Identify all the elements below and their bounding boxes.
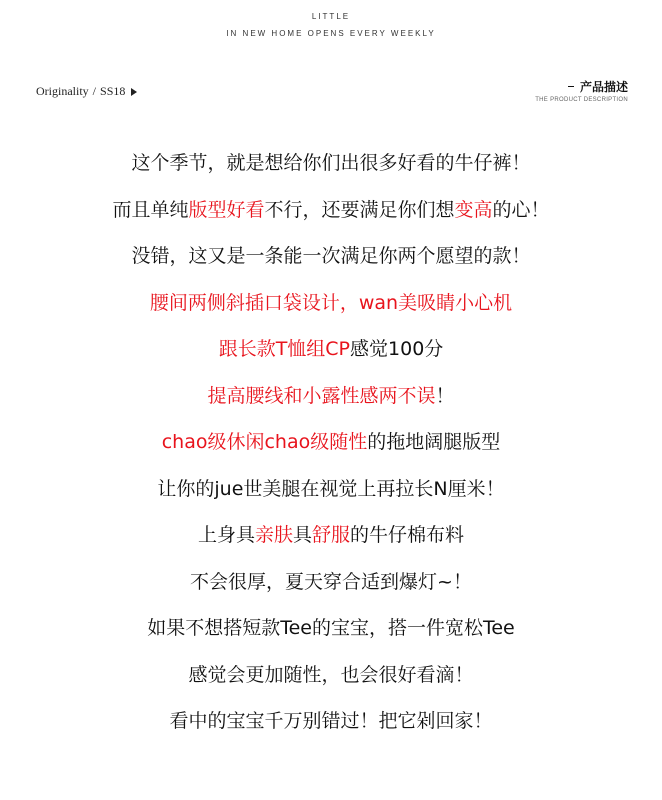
description-line <box>0 336 662 362</box>
description-line <box>0 383 662 409</box>
line-text: 感觉会更加随性，也会很好看滴！ <box>188 663 474 686</box>
line-text: 而且单纯 <box>112 198 189 221</box>
brand-tagline: IN NEW HOME OPENS EVERY WEEKLY <box>226 29 436 38</box>
highlight-text: 变高 <box>454 198 493 221</box>
description-line <box>0 197 662 223</box>
description-line <box>0 290 662 316</box>
description-line <box>0 569 662 595</box>
dash-icon <box>568 86 574 87</box>
line-text: 的心！ <box>492 198 550 221</box>
line-text: 这个季节，就是想给你们出很多好看的牛仔裤！ <box>131 152 531 174</box>
line-text: 不会很厚，夏天穿合适到爆灯~！ <box>190 570 472 593</box>
description-line <box>0 662 662 688</box>
line-text: 不行，还要满足你们想 <box>264 198 455 221</box>
highlight-text: 舒服 <box>312 524 351 546</box>
highlight-text: 亲肤 <box>254 524 293 546</box>
description-line <box>0 708 662 734</box>
line-text: 让你的jue世美腿在视觉上再拉长N厘米！ <box>157 477 505 500</box>
description-line <box>0 476 662 502</box>
description-line <box>0 243 662 269</box>
line-text: 的牛仔棉布料 <box>350 524 465 546</box>
play-arrow-icon <box>131 88 137 96</box>
line-text: 感觉100分 <box>350 338 444 360</box>
line-text: 如果不想搭短款Tee的宝宝，搭一件宽松Tee <box>147 617 515 639</box>
brand-header <box>0 12 662 38</box>
highlight-text: 跟长款T恤组CP <box>218 338 351 360</box>
highlight-text: 提高腰线和小露性感两不误 <box>207 384 436 407</box>
line-text: ！ <box>435 384 455 407</box>
highlight-text: 腰间两侧斜插口袋设计，wan美吸睛小心机 <box>149 291 513 314</box>
line-text: 没错，这又是一条能一次满足你两个愿望的款！ <box>131 245 531 267</box>
line-text: 具 <box>292 524 312 546</box>
highlight-text: 版型好看 <box>188 198 265 221</box>
originality-text: Originality <box>36 84 89 98</box>
description-line <box>0 150 662 176</box>
description-line <box>0 429 662 455</box>
line-text: 看中的宝宝千万别错过！把它剁回家！ <box>169 710 493 732</box>
originality-label <box>36 84 137 99</box>
line-text: 的拖地阔腿版型 <box>367 431 501 453</box>
description-line <box>0 615 662 641</box>
brand-name: LITTLE <box>311 12 351 21</box>
line-text: 上身具 <box>197 524 255 546</box>
season-text: SS18 <box>100 84 126 98</box>
section-subtitle: THE PRODUCT DESCRIPTION <box>535 97 628 103</box>
section-title-text: 产品描述 <box>579 80 628 94</box>
separator: / <box>92 84 97 98</box>
section-title <box>535 78 628 103</box>
highlight-text: chao级休闲chao级随性 <box>161 431 368 453</box>
description-line <box>0 522 662 548</box>
